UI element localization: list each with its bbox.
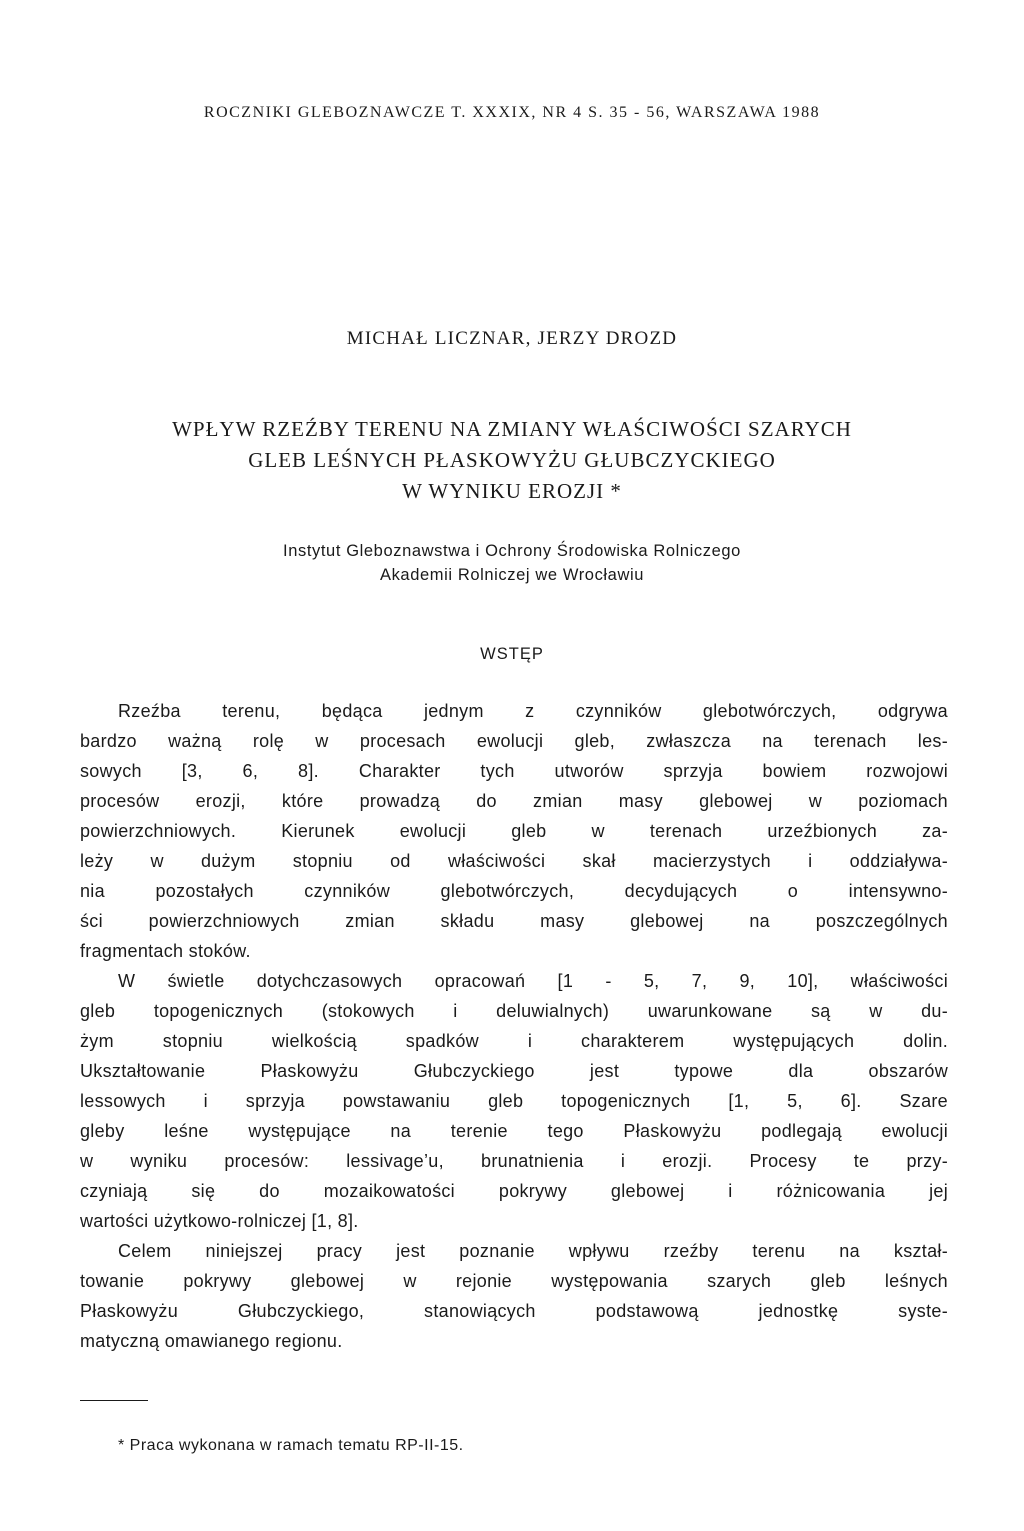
text-line: Płaskowyżu Głubczyckiego, stanowiących podstawową jednostkę syste-	[80, 1301, 948, 1321]
text-line: towanie pokrywy glebowej w rejonie występowania szarych gleb leśnych	[80, 1271, 948, 1291]
text-line: matyczną omawianego regionu.	[80, 1331, 343, 1351]
affiliation	[0, 539, 1024, 587]
text-line: Ukształtowanie Płaskowyżu Głubczyckiego jest typowe dla obszarów	[80, 1061, 948, 1081]
text-line: gleb topogenicznych (stokowych i deluwialnych) uwarunkowane są w du-	[80, 1001, 948, 1021]
text-line: procesów erozji, które prowadzą do zmian masy glebowej w poziomach	[80, 791, 948, 811]
text-line: W świetle dotychczasowych opracowań [1 - 5, 7, 9, 10], właściwości	[118, 971, 948, 991]
section-heading: WSTĘP	[480, 645, 544, 663]
text-line: lessowych i sprzyja powstawaniu gleb topogenicznych [1, 5, 6]. Szare	[80, 1091, 948, 1111]
text-line: fragmentach stoków.	[80, 941, 251, 961]
running-head: ROCZNIKI GLEBOZNAWCZE T. XXXIX, NR 4 S. 35 - 56, WARSZAWA 1988	[203, 104, 821, 121]
affiliation-line: Akademii Rolniczej we Wrocławiu	[379, 566, 645, 584]
affiliation-line: Instytut Gleboznawstwa i Ochrony Środowiska Rolniczego	[283, 542, 741, 560]
title-line: GLEB LEŚNYCH PŁASKOWYŻU GŁUBCZYCKIEGO	[248, 448, 776, 472]
text-line: leży w dużym stopniu od właściwości skał macierzystych i oddziaływa-	[80, 851, 948, 871]
text-line: sowych [3, 6, 8]. Charakter tych utworów sprzyja bowiem rozwojowi	[80, 761, 948, 781]
text-line: bardzo ważną rolę w procesach ewolucji gleb, zwłaszcza na terenach les-	[80, 731, 948, 751]
text-line: gleby leśne występujące na terenie tego Płaskowyżu podlegają ewolucji	[80, 1121, 948, 1141]
title-line: W WYNIKU EROZJI *	[402, 479, 622, 503]
text-line: nia pozostałych czynników glebotwórczych, decydujących o intensywno-	[80, 881, 948, 901]
footnote-divider	[80, 1400, 148, 1401]
text-line: Celem niniejszej pracy jest poznanie wpływu rzeźby terenu na kształ-	[118, 1241, 948, 1261]
text-line: powierzchniowych. Kierunek ewolucji gleb w terenach urzeźbionych za-	[80, 821, 948, 841]
text-line: Rzeźba terenu, będąca jednym z czynników glebotwórczych, odgrywa	[118, 701, 948, 721]
paragraph	[80, 966, 948, 1236]
text-line: żym stopniu wielkością spadków i charakterem występujących dolin.	[80, 1031, 948, 1051]
authors: MICHAŁ LICZNAR, JERZY DROZD	[346, 328, 678, 349]
paragraph	[80, 696, 948, 966]
title-line: WPŁYW RZEŹBY TERENU NA ZMIANY WŁAŚCIWOŚCI SZARYCH	[172, 417, 852, 441]
text-line: czyniają się do mozaikowatości pokrywy glebowej i różnicowania jej	[80, 1181, 948, 1201]
body-text	[80, 696, 948, 1356]
article-title	[0, 414, 1024, 507]
text-line: wartości użytkowo-rolniczej [1, 8].	[80, 1211, 359, 1231]
footnote: * Praca wykonana w ramach tematu RP-II-15.	[118, 1437, 464, 1454]
paragraph	[80, 1236, 948, 1356]
text-line: ści powierzchniowych zmian składu masy glebowej na poszczególnych	[80, 911, 948, 931]
text-line: w wyniku procesów: lessivage’u, brunatnienia i erozji. Procesy te przy-	[80, 1151, 948, 1171]
